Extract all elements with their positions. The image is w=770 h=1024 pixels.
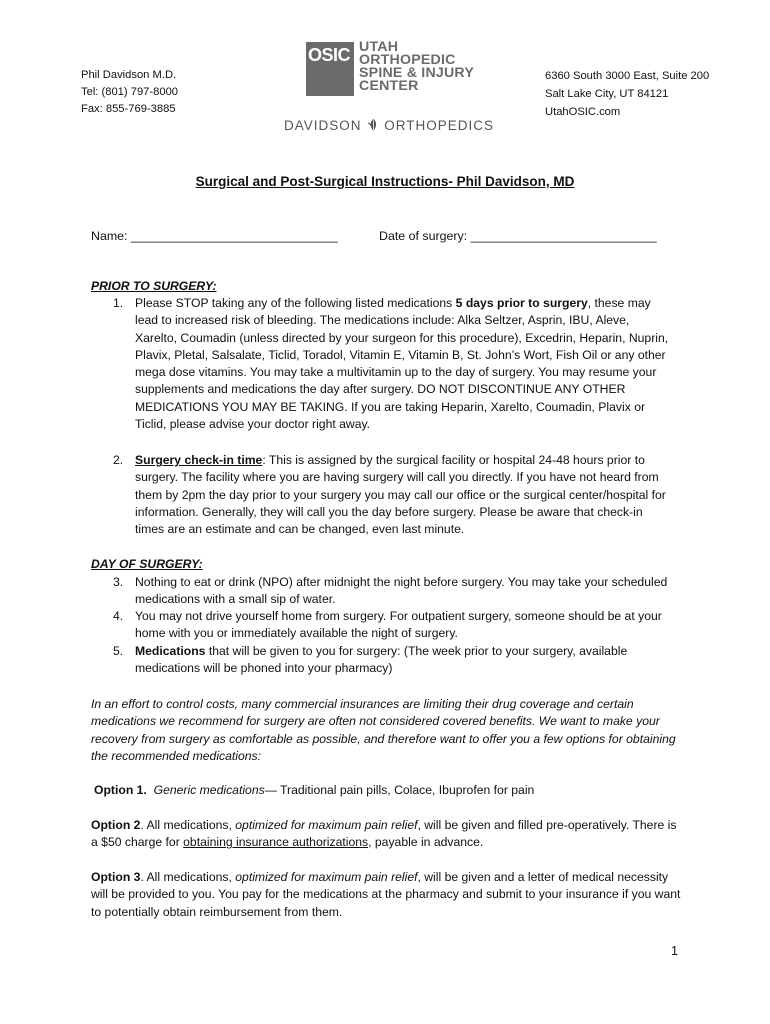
option-3: Option 3. All medications, optimized for maximum pain relief, will be given and a letter of medical necessity will be provided to you. You pay for the medications at the pharmacy and submit to your insurance if you want to potentially obtain reimbursement from them.	[91, 870, 681, 919]
davidson-orthopedics-logo: DAVIDSON ORTHOPEDICS	[284, 114, 494, 136]
osic-logo	[306, 39, 496, 98]
instruction-item-3: 3. Nothing to eat or drink (NPO) after midnight the night before surgery. You may take your scheduled medications with a small sip of water.	[113, 575, 668, 607]
date-of-surgery-field[interactable]: Date of surgery: ___________________________	[379, 229, 657, 243]
address-line-2: Salt Lake City, UT 84121	[545, 88, 669, 100]
clinic-address	[545, 67, 709, 121]
provider-name: Phil Davidson M.D.	[81, 69, 177, 81]
option-2: Option 2. All medications, optimized for maximum pain relief, will be given and filled pre-operatively. There is a $50 charge for obtaining insurance authorizations, payable in advance.	[91, 818, 677, 850]
osic-logo-text: UTAH ORTHOPEDIC SPINE & INJURY CENTER	[359, 39, 475, 94]
davidson-leaf-icon	[366, 114, 381, 136]
section-day-of-surgery: DAY OF SURGERY:	[91, 557, 203, 571]
provider-fax: Fax: 855-769-3885	[81, 103, 176, 115]
provider-phone: Tel: (801) 797-8000	[81, 86, 179, 98]
document-title: Surgical and Post-Surgical Instructions- Phil Davidson, MD	[195, 174, 575, 189]
instruction-item-1: 1. Please STOP taking any of the following listed medications 5 days prior to surgery, these may lead to increased risk of bleeding. The medications include: Alka Seltzer, Asprin, IBU, Aleve, Xarelto, Coumadin (unless directed by your surgeon for this procedure), Excedrin, Heparin, Nuprin, Plavix, Pletal, Salsalate, Ticlid, Toradol, Vitamin E, Vitamin B, St. John’s Wort, Fish Oil or any other mega dose vitamins. You may take a multivitamin up to the day of surgery. You may resume your supplements and medications the day after surgery. DO NOT DISCONTINUE ANY OTHER MEDICATIONS YOU MAY BE TAKING. If you are taking Heparin, Xarelto, Coumadin, Plavix or Ticlid, please advise your doctor right away.	[113, 296, 669, 432]
address-line-1: 6360 South 3000 East, Suite 200	[545, 70, 710, 82]
osic-logo-mark: OSIC	[306, 42, 354, 96]
section-prior-to-surgery: PRIOR TO SURGERY:	[91, 279, 217, 293]
option-1: Option 1. Generic medications— Traditional pain pills, Colace, Ibuprofen for pain	[94, 783, 535, 797]
instruction-item-5: 5. Medications that will be given to you for surgery: (The week prior to your surgery, available medications will be phoned into your pharmacy)	[113, 644, 628, 676]
instruction-item-2: 2. Surgery check-in time: This is assigned by the surgical facility or hospital 24-48 hours prior to surgery. The facility where you are having surgery will call you directly. If you have not heard from them by 2pm the day prior to your surgery you may call our office or the surgical center/hospital for information. Generally, they will call you the day before surgery. Please be aware that check-in times are an estimate and can be changed, even last minute.	[113, 453, 666, 537]
name-field[interactable]: Name: ______________________________	[91, 229, 338, 243]
instruction-item-4: 4. You may not drive yourself home from surgery. For outpatient surgery, someone should be at your home with you or immediately available the night of surgery.	[113, 609, 662, 641]
clinic-website: UtahOSIC.com	[545, 106, 621, 118]
page-number: 1	[671, 944, 678, 958]
provider-contact	[81, 67, 178, 118]
insurance-note: In an effort to control costs, many commercial insurances are limiting their drug coverage and certain medications we recommend for surgery are often not considered covered benefits. We want to make your recovery from surgery as comfortable as possible, and therefore want to offer you a few options for obtaining the recommended medications:	[91, 697, 676, 763]
